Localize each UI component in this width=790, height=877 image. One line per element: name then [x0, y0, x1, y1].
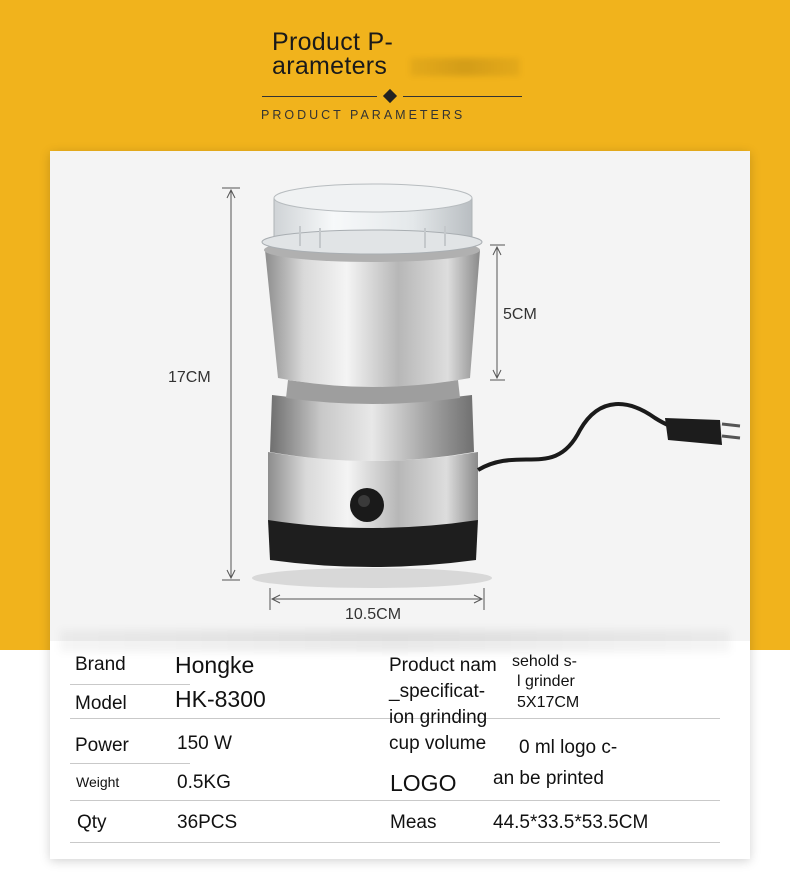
- row-divider: [70, 763, 190, 764]
- product-name-line-2: _specificat-: [389, 681, 486, 702]
- logo-value: an be printed: [493, 768, 604, 789]
- floor-shadow: [252, 568, 492, 588]
- steel-cup: [265, 250, 480, 387]
- title-line-1: Product P-: [272, 28, 394, 56]
- height-dimension: [222, 188, 240, 580]
- blurred-row: [60, 630, 730, 652]
- row-divider: [70, 800, 720, 801]
- power-label: Power: [75, 735, 129, 756]
- body-upper: [270, 395, 474, 461]
- qty-label: Qty: [77, 812, 107, 833]
- row-divider: [70, 684, 190, 685]
- cup-depth-label: 5CM: [503, 306, 537, 323]
- height-label: 17CM: [168, 369, 211, 386]
- brand-value: Hongke: [175, 652, 255, 678]
- product-name-line-4: cup volume: [389, 733, 487, 754]
- qty-value: 36PCS: [177, 812, 238, 833]
- meas-label: Meas: [390, 812, 437, 833]
- product-name-line-3: ion grinding: [389, 707, 488, 728]
- power-value: 150 W: [177, 733, 232, 754]
- title-line-2: arameters: [272, 52, 388, 80]
- product-name-value-1: sehold s-: [512, 653, 577, 670]
- model-value: HK-8300: [175, 686, 266, 712]
- product-name-line-1: Product nam: [389, 655, 497, 676]
- product-name-value-2: l grinder: [517, 673, 575, 690]
- product-name-value-3: 5X17CM: [517, 694, 580, 711]
- model-label: Model: [75, 693, 127, 714]
- weight-value: 0.5KG: [177, 772, 231, 793]
- weight-label: Weight: [76, 774, 120, 790]
- width-label: 10.5CM: [345, 606, 402, 623]
- brand-label: Brand: [75, 654, 126, 675]
- subtitle: PRODUCT PARAMETERS: [261, 108, 466, 122]
- row-divider: [70, 842, 720, 843]
- logo-label: LOGO: [390, 770, 457, 796]
- capacity-value: 0 ml logo c-: [519, 737, 618, 758]
- meas-value: 44.5*33.5*53.5CM: [493, 812, 649, 833]
